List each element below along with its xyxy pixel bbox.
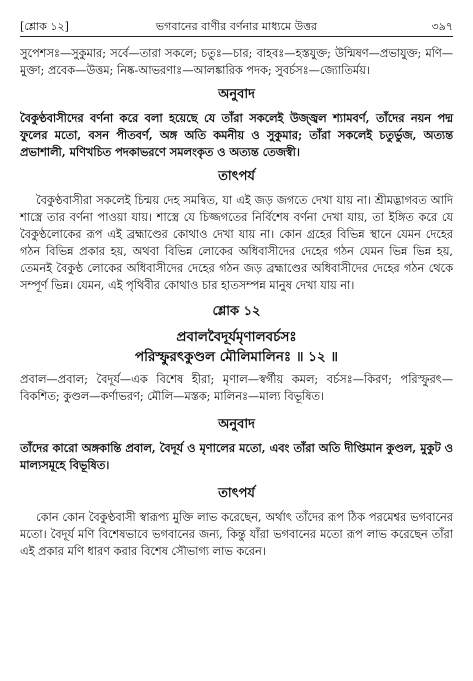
verse-line-2: পরিস্ফুরৎকুণ্ডল মৌলিমালিনঃ ॥ ১২ ॥ (134, 349, 339, 365)
translation-2: তাঁদের কারো অঙ্গকান্তি প্রবাল, বৈদূর্য ও মৃণালের মতো, এবং তাঁরা অতি দীপ্তিমান কুণ্ডল, মুকুট ও মাল্যসমূহে বিভূষিত। (20, 441, 453, 472)
page-header (20, 14, 453, 37)
header-verse-ref: [শ্লোক ১২] (20, 20, 69, 33)
verse-title: শ্লোক ১২ (212, 304, 261, 319)
purport-heading-1: তাৎপর্য (218, 169, 255, 184)
translation-1: বৈকুণ্ঠবাসীদের বর্ণনা করে বলা হয়েছে যে তাঁরা সকলেই উজ্জ্বল শ্যামবর্ণ, তাঁদের নয়ন পদ্ম ফুলের মতো, বসন পীতবর্ণ, অঙ্গ অতি কমনীয় ও সুকুমার; তাঁরা সকলেই চতুর্ভুজ, অত্যন্ত প্রভাশালী, মণিখচিত পদকাভরণে সমলংকৃত ও অত্যন্ত তেজস্বী। (20, 111, 453, 159)
word-meanings-top: সুপেশসঃ—সুকুমার; সর্বে—তারা সকলে; চতুঃ—চার; বাহবঃ—হস্তযুক্ত; উন্মিষণ—প্রভাযুক্ত; মণি—মুক্তা; প্রবেক—উত্তম; নিষ্ক-আভরণাঃ—আলঙ্কারিক পদক; সুবর্চসঃ—জ্যোতির্ময়। (20, 47, 453, 77)
word-meanings-verse: প্রবাল—প্রবাল; বৈদূর্য—এক বিশেষ হীরা; মৃণাল—স্বর্গীয় কমল; বর্চসঃ—কিরণ; পরিস্ফুরৎ—বিকশিত; কুণ্ডল—কর্ণাভরণ; মৌলি—মস্তক; মালিনঃ—মাল্য বিভূষিত। (20, 373, 453, 403)
page-number: ৩৯৭ (431, 20, 453, 33)
translation-heading-1: অনুবাদ (218, 87, 255, 102)
purport-1: বৈকুণ্ঠবাসীরা সকলেই চিন্ময় দেহ সমন্বিত, যা এই জড় জগতে দেখা যায় না। শ্রীমদ্ভাগবত আদি শাস্ত্রে তার বর্ণনা পাওয়া যায়। শাস্ত্রে যে চিজ্জগতের নির্বিশেষ বর্ণনা দেখা যায়, তা ইঙ্গিত করে যে বৈকুণ্ঠলোকের রূপ এই ব্রহ্মাণ্ডের কোথাও দেখা যায় না। কোন গ্রহের বিভিন্ন স্থানে যেমন দেহের গঠন বিভিন্ন প্রকার হয়, অথবা বিভিন্ন লোকের অধিবাসীদের দেহের গঠন যেমন ভিন্ন ভিন্ন হয়, তেমনই বৈকুণ্ঠ লোকের অধিবাসীদের দেহের গঠন জড় ব্রহ্মাণ্ডের অধিবাসীদের দেহের গঠন থেকে সম্পূর্ণ ভিন্ন। যেমন, এই পৃথিবীর কোথাও চার হাতসম্পন্ন মানুষ দেখা যায় না। (20, 194, 453, 292)
verse-line-1: প্রবালবৈদূর্যমৃণালবর্চসঃ (176, 329, 297, 345)
translation-heading-2: অনুবাদ (218, 417, 255, 432)
purport-2: কোন কোন বৈকুণ্ঠবাসী স্বারূপ্য মুক্তি লাভ করেছেন, অর্থাৎ তাঁদের রূপ ঠিক পরমেশ্বর ভগবানের মতো। বৈদূর্য মণি বিশেষভাবে ভগবানের জন্য, কিন্তু যাঁরা ভগবানের মতো রূপ লাভ করেছেন তাঁরা এই প্রকার মণি ধারণ করার বিশেষ সৌভাগ্য লাভ করেন। (20, 511, 453, 558)
purport-heading-2: তাৎপর্য (218, 486, 255, 501)
header-chapter-title: ভগবানের বাণীর বর্ণনার মাধ্যমে উত্তর (155, 20, 318, 33)
